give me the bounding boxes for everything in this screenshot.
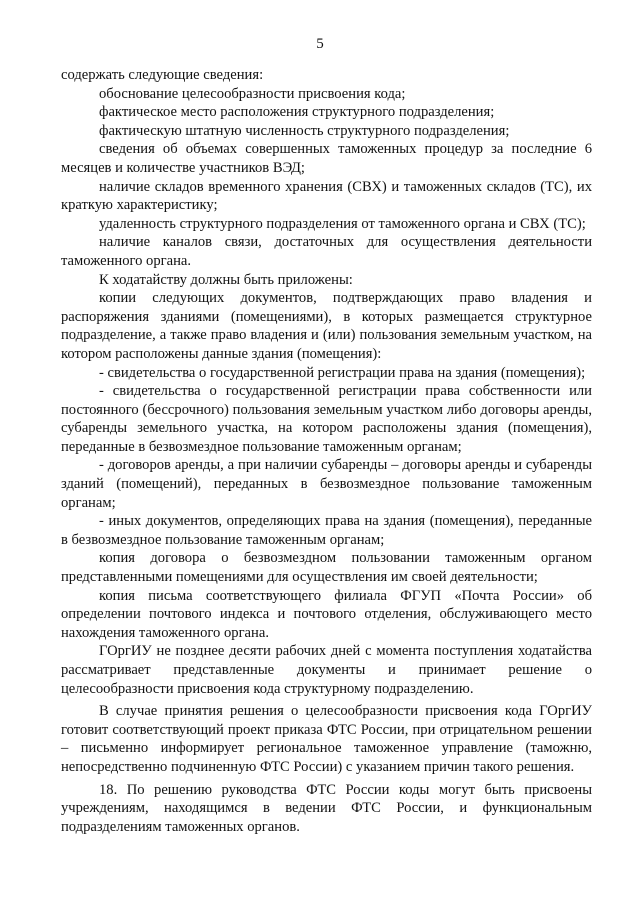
paragraph-decision: В случае принятия решения о целесообразности присвоения кода ГОргИУ готовит соответствующий проект приказа ФТС России, при отрицательном решении – письменно информирует региональное таможенное управление (таможню, непосредственно подчиненную ФТС России) с указанием причин такого решения.: [61, 703, 592, 775]
list-item: наличие складов временного хранения (СВХ) и таможенных складов (ТС), их краткую характеристику;: [61, 178, 592, 214]
list-item: копия письма соответствующего филиала ФГУП «Почта России» об определении почтового индекса и почтового отделения, обслуживающего место нахождения таможенного органа.: [61, 587, 592, 641]
list-item: копия договора о безвозмездном пользовании таможенным органом представленными помещениями для осуществления им своей деятельности;: [61, 550, 592, 586]
paragraph-review: ГОргИУ не позднее десяти рабочих дней с момента поступления ходатайства рассматривает представленные документы и принимает решение о целесообразности присвоения кода структурному подразделению.: [61, 643, 592, 697]
paragraph-intro: содержать следующие сведения:: [61, 67, 264, 83]
list-item: фактическую штатную численность структурного подразделения;: [99, 122, 510, 139]
list-item: - свидетельства о государственной регистрации права на здания (помещения);: [99, 364, 586, 381]
paragraph-attachments-heading: К ходатайству должны быть приложены:: [99, 271, 353, 288]
list-item: - договоров аренды, а при наличии субаренды – договоры аренды и субаренды зданий (помещений), переданных в безвозмездное пользование таможенным органам;: [61, 457, 592, 511]
document-body: [61, 66, 592, 836]
list-item: удаленность структурного подразделения от таможенного органа и СВХ (ТС);: [99, 215, 586, 232]
list-item: - свидетельства о государственной регистрации права собственности или постоянного (бессрочного) пользования земельным участком либо договоры аренды, субаренды земельного участка, на котором расположены здания (помещения), переданные в безвозмездное пользование таможенным органам;: [61, 383, 592, 455]
list-item: сведения об объемах совершенных таможенных процедур за последние 6 месяцев и количестве участников ВЭД;: [61, 141, 592, 176]
paragraph-clause-18: 18. По решению руководства ФТС России коды могут быть присвоены учреждениям, находящимся в ведении ФТС России, и функциональным подразделениям таможенных органов.: [61, 781, 592, 835]
page-number: 5: [316, 36, 324, 52]
list-item: копии следующих документов, подтверждающих право владения и распоряжения зданиями (помещениями), в которых размещается структурное подразделение, а также право владения и (или) пользования земельным участком, на котором расположены данные здания (помещения):: [61, 290, 592, 362]
list-item: наличие каналов связи, достаточных для осуществления деятельности таможенного органа.: [61, 234, 592, 269]
list-item: обоснование целесообразности присвоения кода;: [99, 85, 406, 102]
list-item: фактическое место расположения структурного подразделения;: [99, 104, 495, 121]
list-item: - иных документов, определяющих права на здания (помещения), переданные в безвозмездное пользование таможенным органам;: [61, 513, 592, 548]
